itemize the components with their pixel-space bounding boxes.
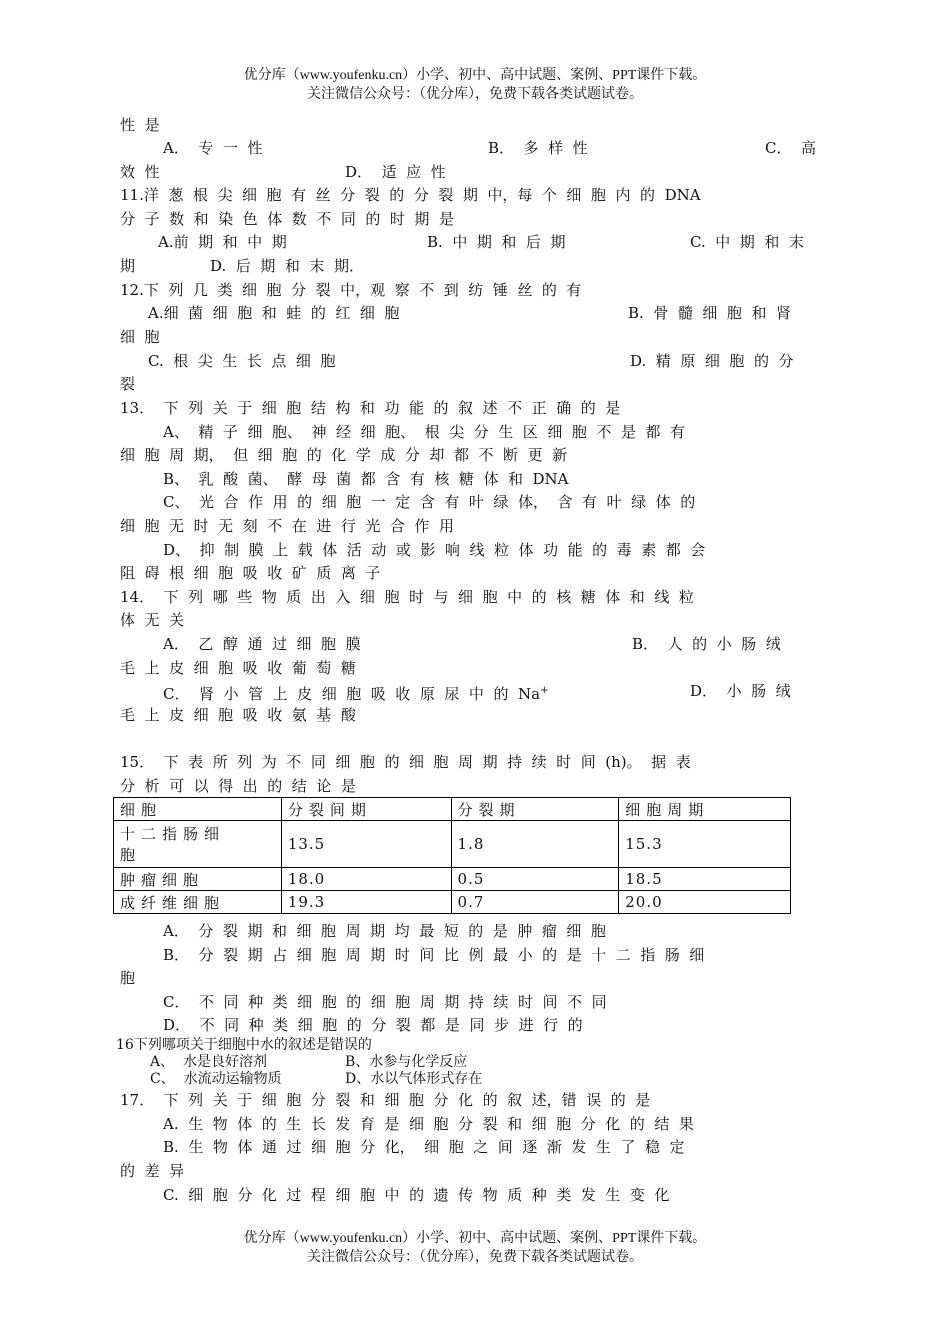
table-cell-name: 肿瘤细胞: [114, 868, 282, 891]
table-cell: 1.8: [451, 821, 619, 868]
table-row: [114, 821, 791, 868]
table-row: [114, 868, 791, 891]
q13-option-d-1: D、 抑 制 膜 上 载 体 活 动 或 影 响 线 粒 体 功 能 的 毒 素 都 会: [163, 541, 706, 559]
header-line-2: 关注微信公众号：（优分库），免费下载各类试题试卷。: [307, 87, 643, 102]
q10-tail: 性 是: [120, 116, 160, 134]
table-cell: 15.3: [619, 821, 791, 868]
q17-option-b-1: B. 生 物 体 通 过 细 胞 分 化， 细 胞 之 间 逐 渐 发 生 了 稳 定: [163, 1138, 685, 1156]
header-line-1: 优分库（www.youfenku.cn）小学、初中、高中试题、案例、PPT课件下载。: [243, 68, 707, 83]
q12-option-d: D. 精 原 细 胞 的 分: [630, 352, 794, 370]
table-cell: 0.7: [451, 891, 619, 914]
q10-option-b: B． 多 样 性: [488, 139, 588, 157]
table-cell: 13.5: [281, 821, 451, 868]
table-cell: 18.5: [619, 868, 791, 891]
q11-stem-1: 11.洋 葱 根 尖 细 胞 有 丝 分 裂 的 分 裂 期 中，每 个 细 胞 内 的 DNA: [120, 186, 701, 204]
table-cell-name: 成纤维细胞: [114, 891, 282, 914]
q12-option-d-tail: 裂: [120, 375, 136, 393]
q13-stem: 13． 下 列 关 于 细 胞 结 构 和 功 能 的 叙 述 不 正 确 的 是: [120, 399, 621, 417]
footer-line-2: 关注微信公众号：（优分库），免费下载各类试题试卷。: [307, 1250, 643, 1265]
q12-option-a: A.细 菌 细 胞 和 蛙 的 红 细 胞: [148, 304, 400, 322]
q17-option-b-2: 的 差 异: [120, 1162, 185, 1180]
table-cell-name: [114, 821, 282, 868]
q14-option-d-tail: 毛 上 皮 细 胞 吸 收 氨 基 酸: [120, 706, 356, 724]
table-row: [114, 891, 791, 914]
q14-option-b: B． 人 的 小 肠 绒: [632, 635, 781, 653]
q14-option-c: [163, 681, 548, 704]
q11-option-d: D. 后 期 和 末 期．: [210, 257, 364, 275]
q15-stem-2: 分 析 可 以 得 出 的 结 论 是: [120, 777, 356, 795]
q13-option-c-1: C、 光 合 作 用 的 细 胞 一 定 含 有 叶 绿 体， 含 有 叶 绿 体 的: [163, 493, 696, 511]
q17-option-a: A. 生 物 体 的 生 长 发 育 是 细 胞 分 裂 和 细 胞 分 化 的 结 果: [163, 1115, 694, 1133]
q12-option-c: C. 根 尖 生 长 点 细 胞: [148, 352, 336, 370]
q11-option-b: B. 中 期 和 后 期: [427, 233, 566, 251]
table-header-row: [114, 798, 791, 821]
q13-option-a-2: 细 胞 周 期， 但 细 胞 的 化 学 成 分 却 都 不 断 更 新: [120, 446, 568, 464]
q15-option-c: C． 不 同 种 类 细 胞 的 细 胞 周 期 持 续 时 间 不 同: [163, 993, 607, 1011]
q14-option-a: A． 乙 醇 通 过 细 胞 膜: [163, 635, 361, 653]
q15-option-a: A． 分 裂 期 和 细 胞 周 期 均 最 短 的 是 肿 瘤 细 胞: [163, 922, 606, 940]
table-cell: 0.5: [451, 868, 619, 891]
q14-stem-1: 14． 下 列 哪 些 物 质 出 入 细 胞 时 与 细 胞 中 的 核 糖 体 和 线 粒: [120, 588, 694, 606]
table-header-cell: 细胞: [114, 798, 282, 821]
table-header-cell: 细胞周期: [619, 798, 791, 821]
q16-option-d: D、水以气体形式存在: [345, 1071, 483, 1087]
q10-option-d: D． 适 应 性: [345, 163, 446, 181]
table-header-cell: 分裂间期: [281, 798, 451, 821]
q16-option-c: C、 水流动运输物质: [150, 1071, 282, 1087]
q14-option-c-superscript: +: [540, 685, 549, 696]
q13-option-d-2: 阻 碍 根 细 胞 吸 收 矿 质 离 子: [120, 564, 381, 582]
q14-option-d: D． 小 肠 绒: [690, 682, 791, 700]
q16-option-b: B、水参与化学反应: [345, 1054, 468, 1070]
q14-option-b-tail: 毛 上 皮 细 胞 吸 收 葡 萄 糖: [120, 659, 356, 677]
table-header-cell: 分裂期: [451, 798, 619, 821]
table-cell: 20.0: [619, 891, 791, 914]
q12-stem: 12.下 列 几 类 细 胞 分 裂 中，观 察 不 到 纺 锤 丝 的 有: [120, 281, 582, 299]
q10-option-a: A． 专 一 性: [163, 139, 263, 157]
q11-option-c: C. 中 期 和 末: [690, 233, 804, 251]
q11-option-c-tail: 期: [120, 257, 136, 275]
q12-option-b-tail: 细 胞: [120, 328, 160, 346]
q10-option-c: C． 高: [765, 139, 817, 157]
cell-cycle-table: [113, 797, 791, 914]
table-cell: 18.0: [281, 868, 451, 891]
table-cell: 19.3: [281, 891, 451, 914]
table-cell-name-line-2: 胞: [120, 846, 142, 864]
q11-stem-2: 分 子 数 和 染 色 体 数 不 同 的 时 期 是: [120, 210, 454, 228]
q15-option-b-2: 胞: [120, 969, 136, 987]
q17-stem: 17． 下 列 关 于 细 胞 分 裂 和 细 胞 分 化 的 叙 述，错 误 的 是: [120, 1091, 651, 1109]
q15-option-b-1: B． 分 裂 期 占 细 胞 周 期 时 间 比 例 最 小 的 是 十 二 指 肠 细: [163, 946, 705, 964]
footer-line-1: 优分库（www.youfenku.cn）小学、初中、高中试题、案例、PPT课件下载。: [243, 1231, 707, 1246]
q15-option-d: D． 不 同 种 类 细 胞 的 分 裂 都 是 同 步 进 行 的: [163, 1016, 583, 1034]
q10-option-c-tail: 效 性: [120, 163, 160, 181]
q13-option-c-2: 细 胞 无 时 无 刻 不 在 进 行 光 合 作 用: [120, 517, 454, 535]
q12-option-b: B. 骨 髓 细 胞 和 肾: [628, 304, 792, 322]
q13-option-b: B、 乳 酸 菌、 酵 母 菌 都 含 有 核 糖 体 和 DNA: [163, 470, 569, 488]
q15-stem-1: 15． 下 表 所 列 为 不 同 细 胞 的 细 胞 周 期 持 续 时 间 (h)。 据 表: [120, 753, 691, 771]
q16-stem: 16下列哪项关于细胞中水的叙述是错误的: [116, 1037, 372, 1053]
q14-option-c-text: C． 肾 小 管 上 皮 细 胞 吸 收 原 尿 中 的 Na: [163, 685, 541, 703]
q11-option-a: A.前 期 和 中 期: [158, 233, 287, 251]
q17-option-c: C. 细 胞 分 化 过 程 细 胞 中 的 遗 传 物 质 种 类 发 生 变 化: [163, 1186, 670, 1204]
q16-option-a: A、 水是良好溶剂: [150, 1054, 268, 1070]
table-cell-name-line-1: 十二指肠细: [120, 825, 226, 843]
q14-stem-2: 体 无 关: [120, 611, 185, 629]
q13-option-a-1: A、 精 子 细 胞、 神 经 细 胞、 根 尖 分 生 区 细 胞 不 是 都 有: [163, 423, 686, 441]
